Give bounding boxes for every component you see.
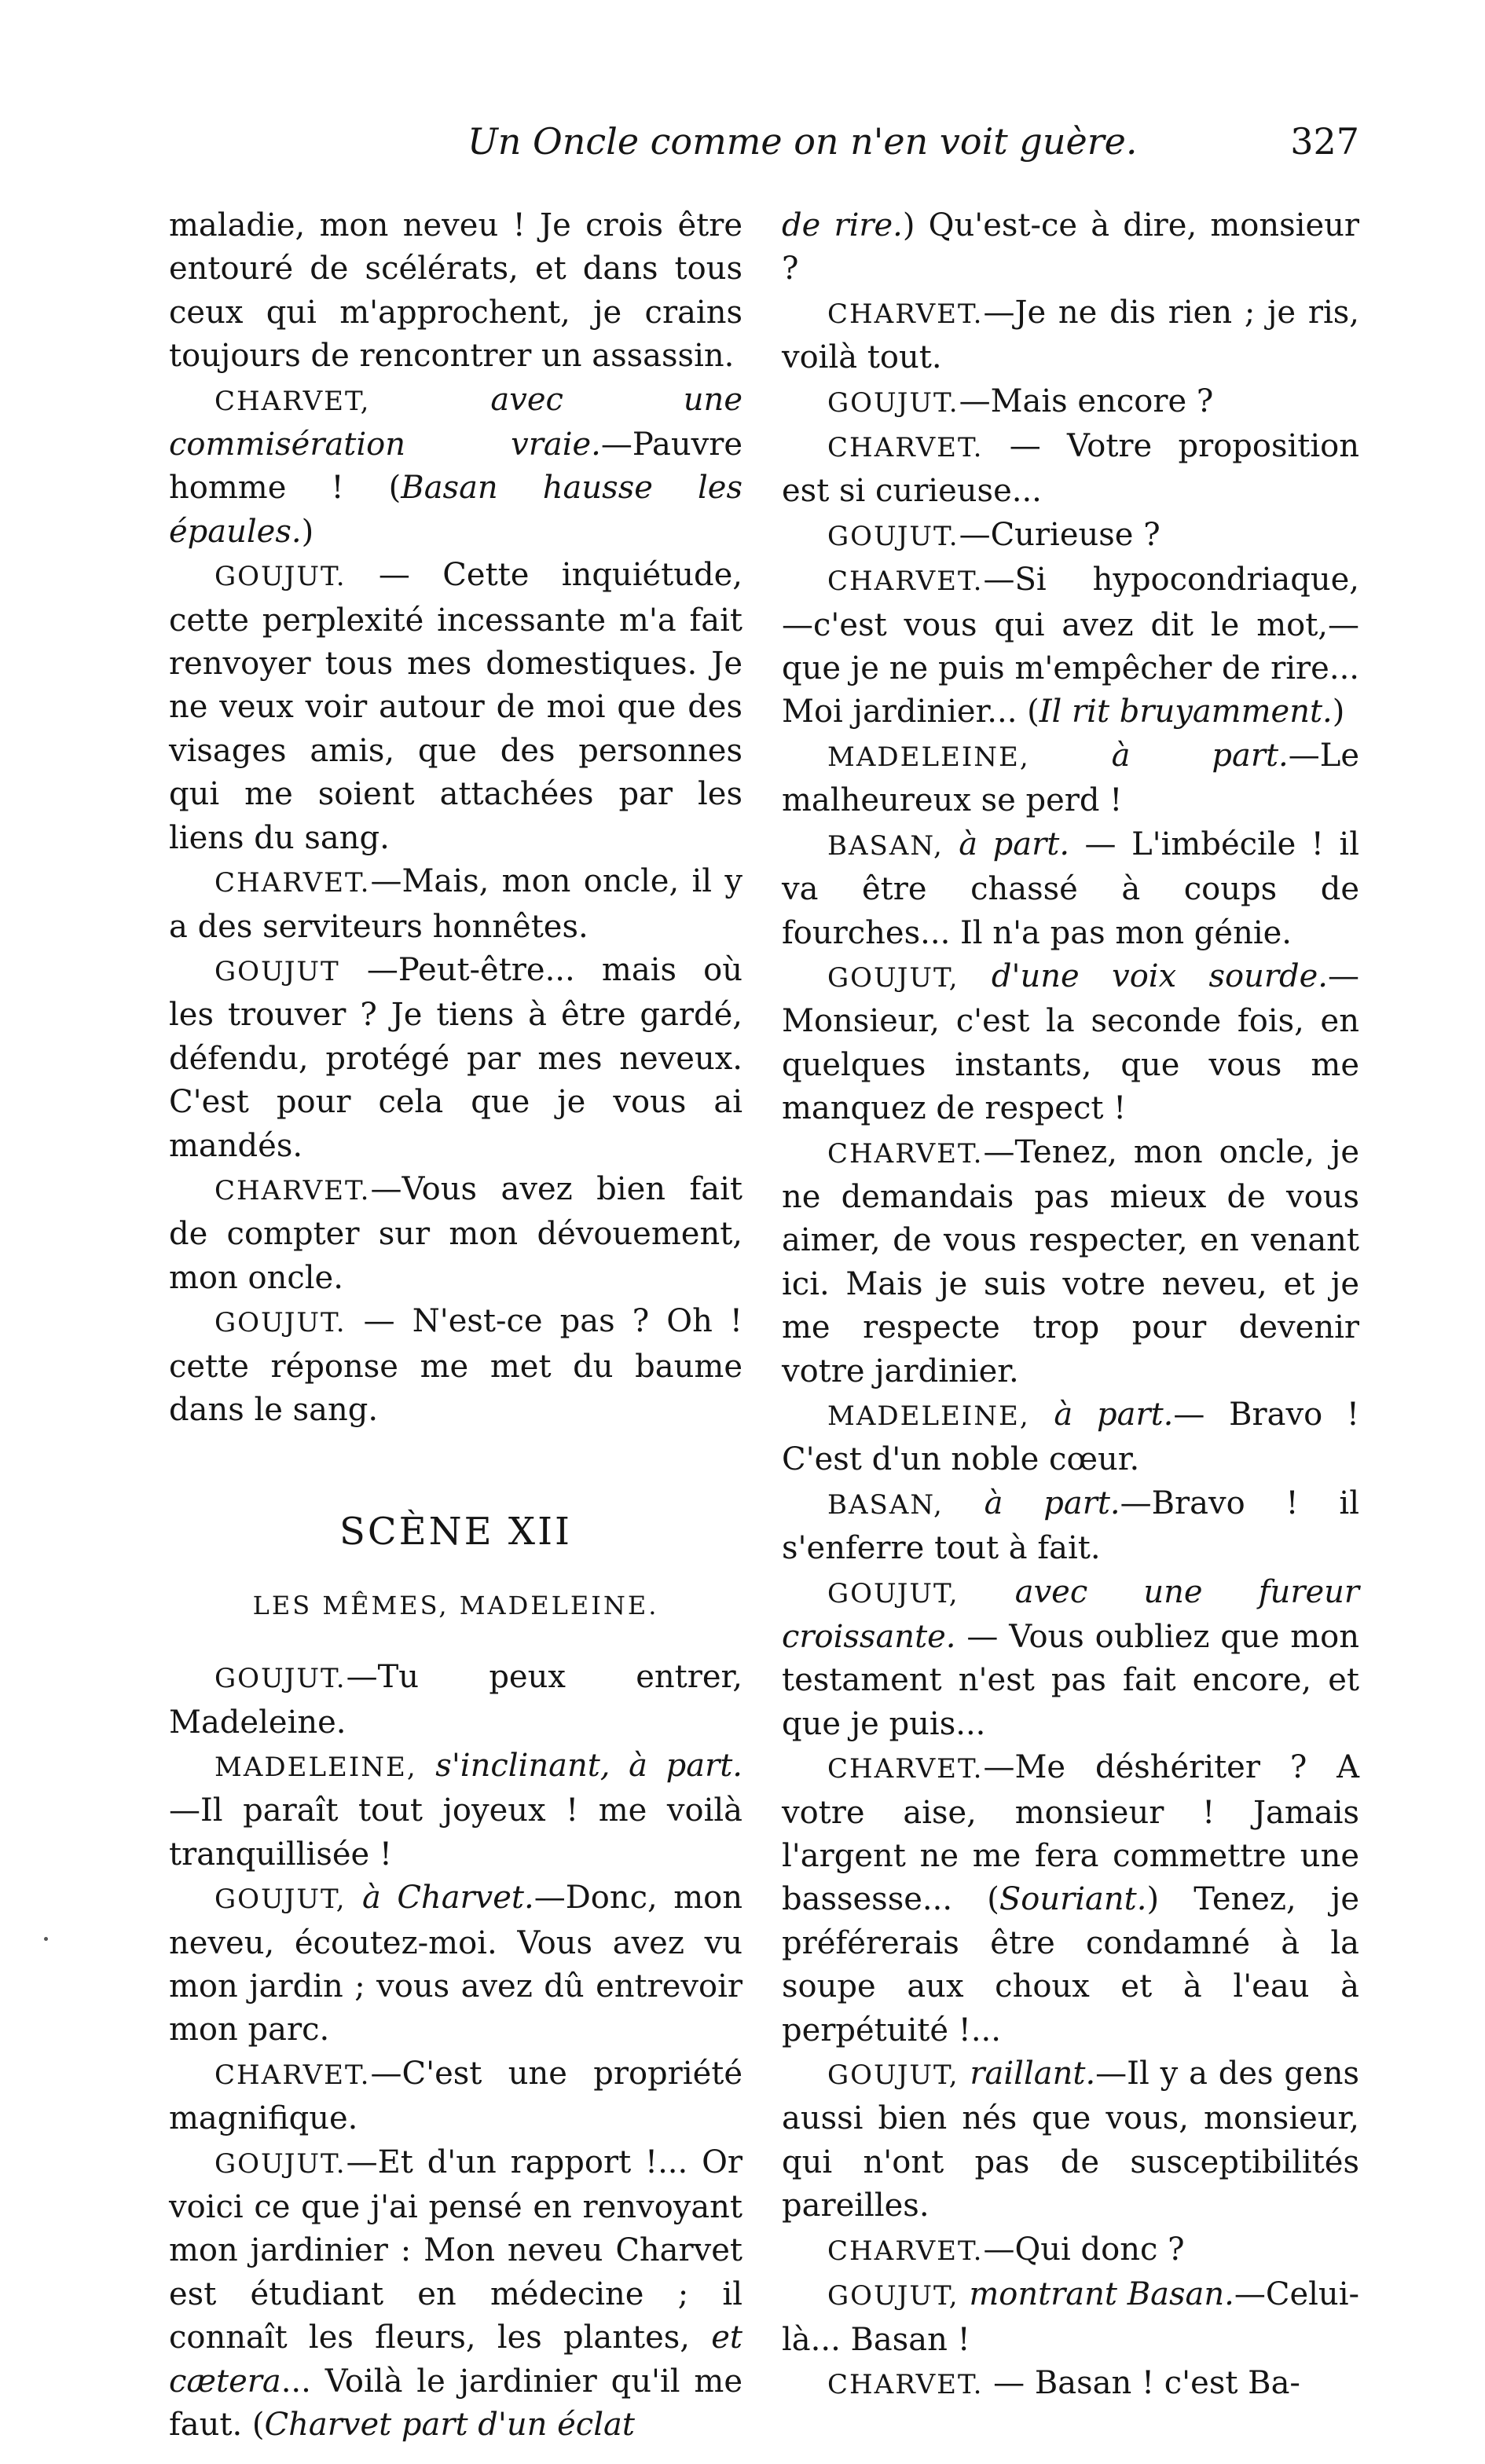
stage-direction: et cætera <box>169 2319 742 2400</box>
speaker-name: GOUJUT, <box>827 961 959 994</box>
stage-direction: montrant Basan. <box>959 2276 1234 2313</box>
speaker-name: CHARVET. <box>827 432 984 464</box>
speaker-name: BASAN, <box>827 1488 944 1521</box>
speaker-name: CHARVET. <box>827 566 984 598</box>
stage-direction: d'une voix sourde. <box>959 957 1328 994</box>
paragraph: GOUJUT.—Tu peux entrer, Madeleine. <box>169 1659 742 1741</box>
stage-direction: à part. <box>943 826 1070 862</box>
speaker-name: CHARVET. <box>827 1137 984 1170</box>
paragraph: MADELEINE, à part.—Le malheureux se perd ! <box>782 737 1359 819</box>
scene-heading: SCÈNE XII <box>339 1510 573 1554</box>
speaker-name: GOUJUT. <box>214 561 346 593</box>
paragraph: CHARVET.—C'est une propriété magnifique. <box>169 2055 742 2137</box>
running-title: Un Oncle comme on n'en voit guère. <box>468 120 1138 163</box>
speaker-name: MADELEINE, <box>827 1400 1030 1432</box>
speaker-name: CHARVET. <box>827 2368 984 2400</box>
speaker-name: GOUJUT. <box>827 520 959 552</box>
page-number: 327 <box>1290 120 1359 163</box>
paragraph: CHARVET. — Votre proposition est si curieuse... <box>782 428 1359 510</box>
paragraph: BASAN, à part. — L'imbécile ! il va être chassé à coups de fourches... Il n'a pas mon génie. <box>782 826 1359 951</box>
speaker-name: GOUJUT. <box>214 2147 346 2180</box>
speaker-name: CHARVET. <box>827 298 984 330</box>
stage-direction: à part. <box>943 1485 1120 1521</box>
paragraph: GOUJUT —Peut-être... mais où les trouver ? Je tiens à être gardé, défendu, protégé par mes neveux. C'est pour cela que je vous ai mandés. <box>169 951 742 1164</box>
stage-direction: avec une fureur croissante. <box>782 1573 1359 1655</box>
paragraph: CHARVET.—Me déshériter ? A votre aise, monsieur ! Jamais l'argent ne me fera commettre une bassesse... (Souriant.) Tenez, je préférerais être condamné à la soupe aux choux et à l'eau à perpétuité !... <box>782 1749 1360 2048</box>
stage-direction: raillant. <box>959 2056 1096 2092</box>
paragraph: MADELEINE, à part.— Bravo ! C'est d'un noble cœur. <box>782 1396 1359 1478</box>
paragraph: GOUJUT, avec une fureur croissante. — Vous oubliez que mon testament n'est pas fait encore, et que je puis... <box>782 1573 1359 1742</box>
speaker-name: GOUJUT, <box>214 1884 346 1916</box>
paragraph: BASAN, à part.—Bravo ! il s'enferre tout à fait. <box>782 1485 1359 1567</box>
speaker-name: BASAN, <box>827 829 944 862</box>
stage-direction: Souriant. <box>999 1881 1147 1918</box>
stage-direction: Il rit bruyamment. <box>1039 694 1333 730</box>
paragraph: GOUJUT.—Curieuse ? <box>827 516 1160 553</box>
stage-direction: à part. <box>1029 1396 1174 1433</box>
speaker-name: GOUJUT <box>214 955 340 987</box>
paragraph: CHARVET.—Je ne dis rien ; je ris, voilà tout. <box>782 294 1359 376</box>
paragraph: MADELEINE, s'inclinant, à part. —Il paraît tout joyeux ! me voilà tranquillisée ! <box>169 1748 742 1873</box>
stage-direction: de rire. <box>782 207 903 243</box>
speaker-name: MADELEINE, <box>827 741 1030 773</box>
speaker-name: CHARVET, <box>214 385 371 417</box>
stray-ink-dot <box>44 1937 48 1941</box>
stage-direction: Charvet part d'un éclat <box>264 2407 635 2444</box>
scene-cast: LES MÊMES, MADELEINE. <box>252 1590 659 1620</box>
stage-direction: à part. <box>1029 737 1289 774</box>
speaker-name: GOUJUT, <box>827 2059 959 2092</box>
paragraph: GOUJUT.—Et d'un rapport !... Or voici ce que j'ai pensé en renvoyant mon jardinier : Mon neveu Charvet est étudiant en médecine ; il connaît les fleurs, les plantes, et cætera... Voilà le jardinier qu'il me faut. (Charvet part d'un éclat <box>169 2144 742 2444</box>
paragraph: CHARVET.—Qui donc ? <box>827 2231 1185 2268</box>
paragraph: CHARVET.—Mais, mon oncle, il y a des serviteurs honnêtes. <box>169 863 742 945</box>
paragraph: maladie, mon neveu ! Je crois être entouré de scélérats, et dans tous ceux qui m'approchent, je crains toujours de rencontrer un assassin. <box>169 207 742 375</box>
stage-direction: s'inclinant, à part. <box>416 1748 742 1784</box>
stage-direction: Basan hausse les épaules. <box>169 470 742 550</box>
left-column <box>169 204 742 2448</box>
speaker-name: GOUJUT, <box>827 2280 959 2312</box>
paragraph: CHARVET, avec une commisération vraie.—Pauvre homme ! (Basan hausse les épaules.) <box>169 381 742 550</box>
stage-direction: avec une commisération vraie. <box>169 381 742 463</box>
paragraph: GOUJUT, montrant Basan.—Celui-là... Basan ! <box>782 2276 1359 2358</box>
speaker-name: GOUJUT. <box>827 386 959 419</box>
paragraph: GOUJUT, raillant.—Il y a des gens aussi bien nés que vous, monsieur, qui n'ont pas de susceptibilités pareilles. <box>782 2056 1359 2224</box>
paragraph: GOUJUT, d'une voix sourde.— Monsieur, c'est la seconde fois, en quelques instants, que vous me manquez de respect ! <box>782 957 1359 1127</box>
speaker-name: GOUJUT. <box>214 1663 346 1695</box>
paragraph: CHARVET.—Si hypocondriaque, —c'est vous qui avez dit le mot,— que je ne puis m'empêcher de rire... Moi jardinier... (Il rit bruyamment.) <box>782 562 1359 730</box>
speaker-name: GOUJUT. <box>214 1307 346 1339</box>
speaker-name: CHARVET. <box>214 867 371 899</box>
speaker-name: CHARVET. <box>214 1174 371 1206</box>
paragraph: GOUJUT. — Cette inquiétude, cette perplexité incessante m'a fait renvoyer tous mes domestiques. Je ne veux voir autour de moi que des visages amis, que des personnes qui me soient attachées par les liens du sang. <box>169 557 742 856</box>
paragraph: de rire.) Qu'est-ce à dire, monsieur ? <box>782 207 1359 287</box>
speaker-name: CHARVET. <box>827 1753 984 1785</box>
paragraph: CHARVET. — Basan ! c'est Ba- <box>827 2364 1300 2401</box>
paragraph: CHARVET.—Tenez, mon oncle, je ne demandais pas mieux de vous aimer, de vous respecter, en venant ici. Mais je suis votre neveu, et je me respecte trop pour devenir votre jardinier. <box>782 1133 1359 1389</box>
paragraph: GOUJUT, à Charvet.—Donc, mon neveu, écoutez-moi. Vous avez vu mon jardin ; vous avez dû entrevoir mon parc. <box>169 1880 742 2048</box>
page-header <box>169 118 1359 181</box>
speaker-name: CHARVET. <box>214 2059 371 2091</box>
speaker-name: MADELEINE, <box>214 1752 417 1783</box>
speaker-name: GOUJUT, <box>827 1577 959 1609</box>
stage-direction: à Charvet. <box>346 1880 534 1917</box>
paragraph: GOUJUT. — N'est-ce pas ? Oh ! cette réponse me met du baume dans le sang. <box>169 1303 742 1428</box>
paragraph: CHARVET.—Vous avez bien fait de compter sur mon dévouement, mon oncle. <box>169 1170 742 1296</box>
right-column <box>782 204 1359 2407</box>
speaker-name: CHARVET. <box>827 2235 984 2267</box>
paragraph: GOUJUT.—Mais encore ? <box>827 383 1214 419</box>
